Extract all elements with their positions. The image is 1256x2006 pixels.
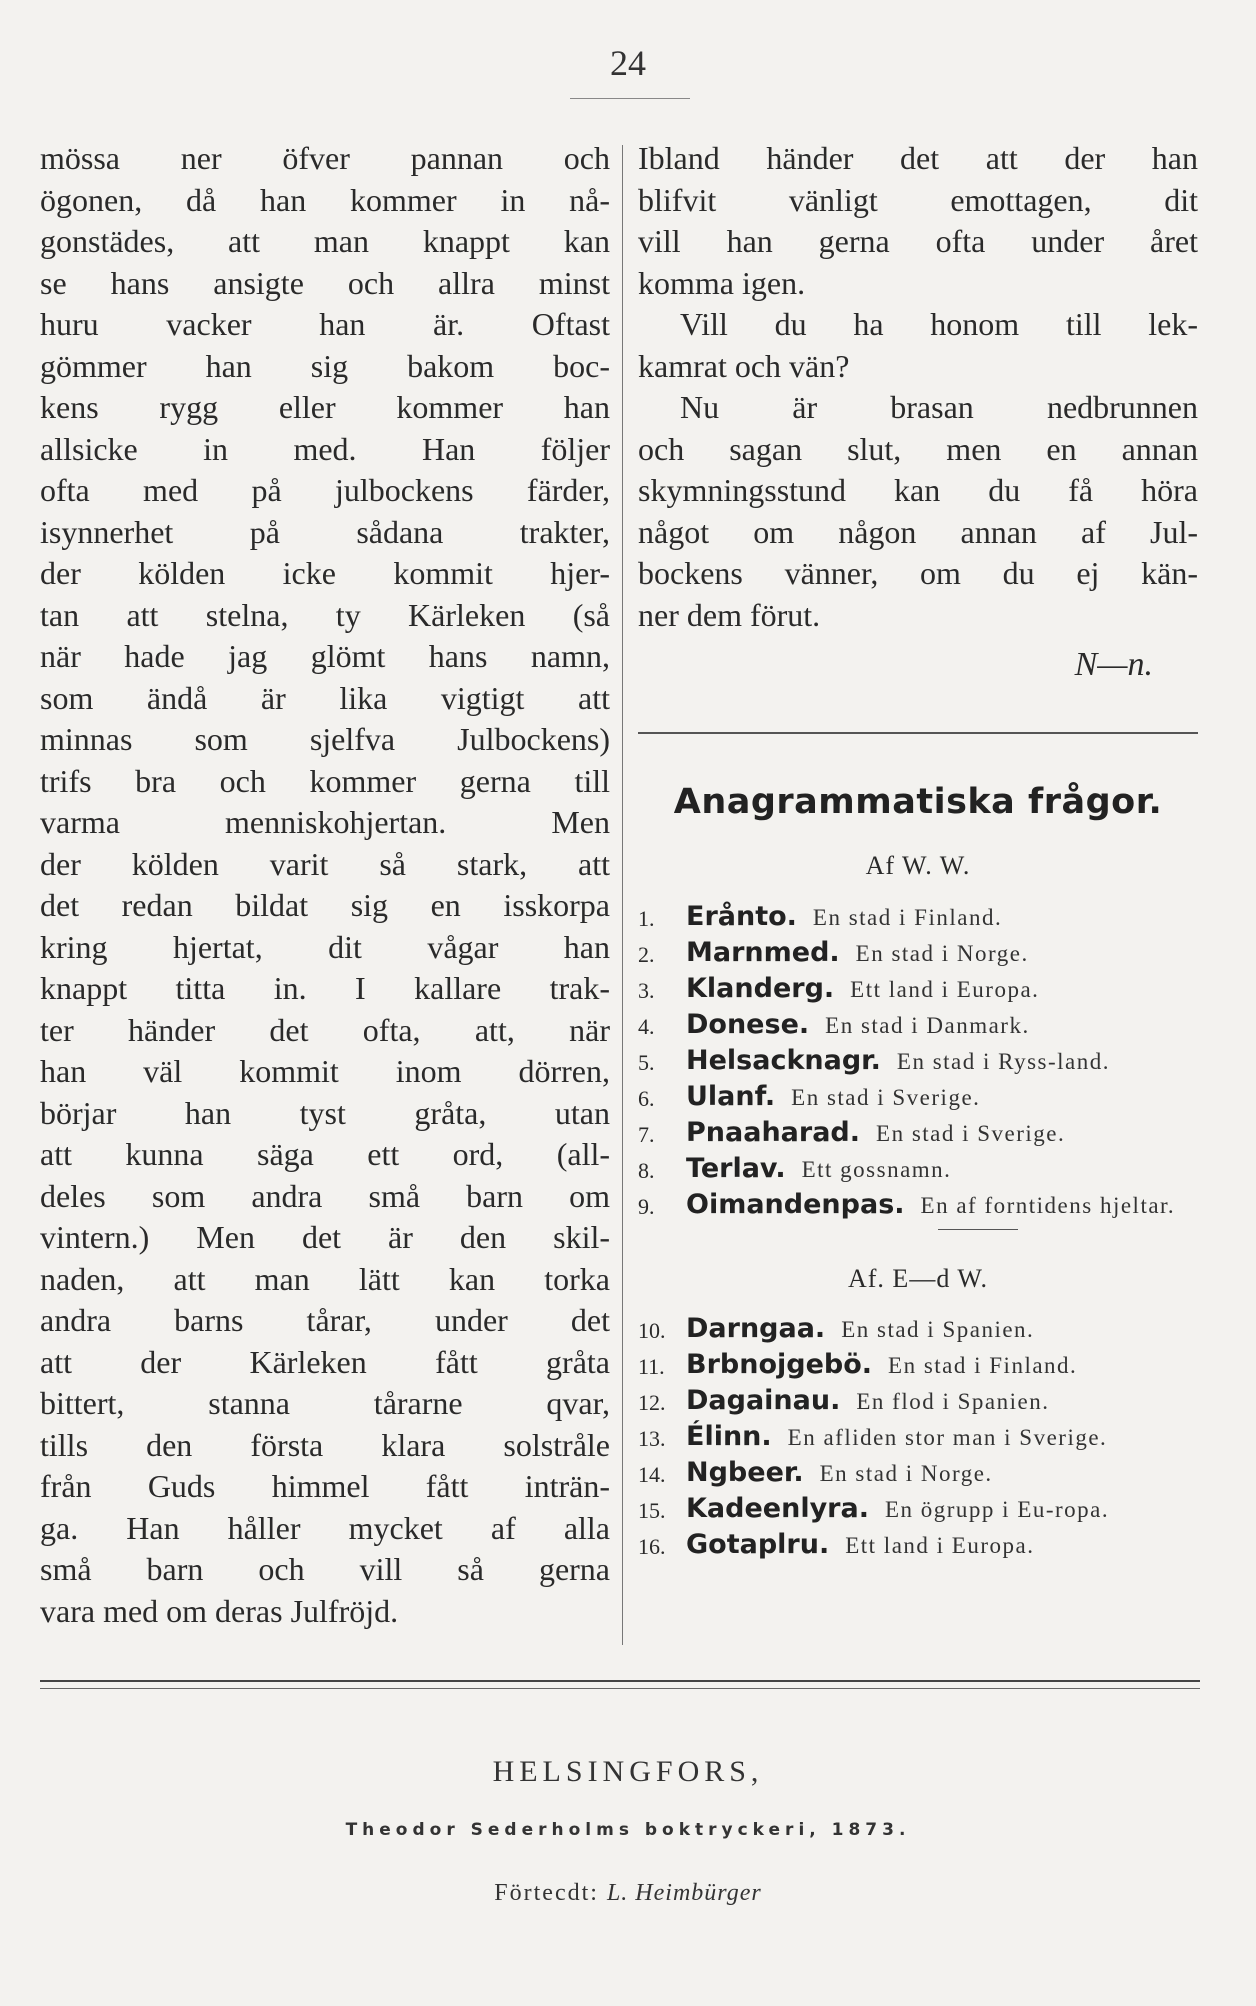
anagram-body <box>686 1529 1198 1563</box>
column-divider <box>622 145 623 1645</box>
anagram-body <box>686 1349 1198 1383</box>
text-line: Nu är brasan nedbrunnen <box>680 389 1198 425</box>
page-number-rule <box>570 98 690 99</box>
text-line: se hans ansigte och allra minst <box>40 264 610 301</box>
text-line: mössa ner öfver pannan och <box>40 140 610 176</box>
anagram-term: Ngbeer. <box>686 1457 804 1488</box>
anagram-term: Pnaaharad. <box>686 1116 861 1148</box>
text-line: varma menniskohjertan. Men <box>40 804 610 840</box>
anagram-body <box>686 1117 1198 1151</box>
anagram-body <box>686 901 1198 935</box>
anagram-body <box>686 1153 1198 1187</box>
text-line: skymningsstund kan du få höra <box>638 472 1198 508</box>
anagram-body <box>686 1045 1198 1079</box>
anagram-clue: En stad i Finland. <box>812 904 1003 930</box>
group-rule <box>938 1229 1018 1230</box>
anagram-number: 15. <box>638 1498 666 1523</box>
text-line: Ibland händer det att der han <box>638 140 1198 176</box>
text-line: der kölden icke kommit hjer- <box>40 555 610 591</box>
text-line: minnas som sjelfva Julbockens) <box>40 721 610 757</box>
anagram-item <box>638 1349 1198 1383</box>
anagram-clue: En stad i Danmark. <box>825 1012 1030 1038</box>
anagram-item <box>638 1117 1198 1151</box>
text-line: vintern.) Men det är den skil- <box>40 1219 610 1255</box>
text-line: det redan bildat sig en isskorpa <box>40 887 610 923</box>
anagram-number: 13. <box>638 1426 666 1451</box>
text-line: trifs bra och kommer gerna till <box>40 762 610 799</box>
text-line: något om någon annan af Jul- <box>638 513 1198 550</box>
text-line: små barn och vill så gerna <box>40 1551 610 1587</box>
anagram-clue: En af forntidens hjeltar. <box>920 1192 1176 1218</box>
anagram-list-1 <box>638 901 1198 1223</box>
signature: N—n. <box>1074 646 1153 683</box>
anagram-item <box>638 1493 1198 1527</box>
anagram-term: Darngaa. <box>686 1313 826 1344</box>
text-line: komma igen. <box>638 264 806 301</box>
anagram-body <box>686 1421 1198 1455</box>
anagram-body <box>686 1385 1198 1419</box>
text-line: kens rygg eller kommer han <box>40 389 610 425</box>
anagram-clue: En stad i Spanien. <box>841 1317 1035 1342</box>
text-line: ter händer det ofta, att, när <box>40 1011 610 1048</box>
seller-name: L. Heimbürger <box>606 1880 762 1906</box>
anagram-term: Erånto. <box>686 900 797 932</box>
anagram-list-2 <box>638 1313 1198 1563</box>
anagram-number: 8. <box>638 1157 655 1183</box>
anagram-item <box>638 1081 1198 1115</box>
left-column <box>40 138 610 1632</box>
anagram-number: 2. <box>638 941 655 967</box>
anagram-clue: En stad i Sverige. <box>876 1120 1066 1146</box>
anagram-term: Marnmed. <box>686 936 840 968</box>
text-line: börjar han tyst gråta, utan <box>40 1094 610 1131</box>
anagram-item <box>638 1421 1198 1455</box>
text-line: när hade jag glömt hans namn, <box>40 638 610 674</box>
anagram-body <box>686 973 1198 1007</box>
anagram-number: 9. <box>638 1193 655 1219</box>
anagram-body <box>686 937 1198 971</box>
text-line: att der Kärleken fått gråta <box>40 1343 610 1380</box>
text-line: och sagan slut, men en annan <box>638 430 1198 467</box>
anagram-number: 6. <box>638 1085 655 1111</box>
text-line: att kunna säga ett ord, (all- <box>40 1136 610 1172</box>
anagram-clue: En stad i Ryss-land. <box>896 1048 1110 1074</box>
anagram-term: Ulanf. <box>686 1080 776 1112</box>
anagram-item <box>638 1313 1198 1347</box>
anagram-clue: En flod i Spanien. <box>856 1389 1050 1414</box>
text-line: naden, att man lätt kan torka <box>40 1260 610 1297</box>
text-line: Vill du ha honom till lek- <box>680 306 1198 342</box>
anagram-item <box>638 1009 1198 1043</box>
text-line: ga. Han håller mycket af alla <box>40 1509 610 1546</box>
anagram-clue: Ett land i Europa. <box>850 976 1040 1002</box>
anagram-item <box>638 1385 1198 1419</box>
text-line: kring hjertat, dit vågar han <box>40 928 610 965</box>
text-line: blifvit vänligt emottagen, dit <box>638 181 1198 218</box>
anagram-body <box>686 1189 1198 1223</box>
anagram-clue: En afliden stor man i Sverige. <box>787 1425 1108 1450</box>
imprint-printer: Theodor Sederholms boktryckeri, 1873. <box>345 1820 911 1840</box>
anagram-term: Gotaplru. <box>686 1529 830 1560</box>
anagram-number: 16. <box>638 1534 666 1559</box>
section-rule <box>638 732 1198 734</box>
anagram-body <box>686 1009 1198 1043</box>
text-line: tan att stelna, ty Kärleken (så <box>40 596 610 633</box>
text-line: tills den första klara solstråle <box>40 1426 610 1463</box>
anagram-term: Klanderg. <box>686 972 835 1004</box>
anagram-item <box>638 1529 1198 1563</box>
anagram-term: Brbnojgebö. <box>686 1349 873 1380</box>
anagram-clue: En ögrupp i Eu-ropa. <box>884 1497 1110 1522</box>
anagram-body <box>686 1081 1198 1115</box>
group2-byline: Af. E—d W. <box>848 1263 988 1293</box>
seller-label: Förtecdt: <box>494 1880 599 1906</box>
anagram-clue: En stad i Norge. <box>819 1461 993 1486</box>
anagram-clue: Ett land i Europa. <box>845 1533 1035 1558</box>
text-line: bockens vänner, om du ej kän- <box>638 555 1198 591</box>
text-line: deles som andra små barn om <box>40 1177 610 1214</box>
right-column <box>638 138 1198 1565</box>
anagram-term: Dagainau. <box>686 1385 841 1416</box>
paragraph-3 <box>638 387 1198 636</box>
anagram-number: 4. <box>638 1013 655 1039</box>
anagram-item <box>638 973 1198 1007</box>
paragraph-2 <box>638 304 1198 387</box>
imprint-seller <box>0 1880 1256 1907</box>
anagram-clue: Ett gossnamn. <box>801 1156 952 1182</box>
text-line: isynnerhet på sådana trakter, <box>40 513 610 550</box>
anagram-term: Élinn. <box>686 1421 772 1452</box>
text-line: der kölden varit så stark, att <box>40 845 610 882</box>
anagram-clue: En stad i Sverige. <box>791 1084 981 1110</box>
anagram-number: 12. <box>638 1390 666 1415</box>
anagram-number: 5. <box>638 1049 655 1075</box>
text-line: vill han gerna ofta under året <box>638 223 1198 259</box>
anagram-number: 10. <box>638 1318 666 1343</box>
text-line: ner dem förut. <box>638 596 821 633</box>
text-line: huru vacker han är. Oftast <box>40 306 610 342</box>
text-line: ögonen, då han kommer in nå- <box>40 181 610 218</box>
text-line: kamrat och vän? <box>638 347 850 384</box>
anagram-number: 3. <box>638 977 655 1003</box>
anagram-item <box>638 1153 1198 1187</box>
anagram-term: Donese. <box>686 1008 810 1040</box>
anagram-number: 1. <box>638 905 655 931</box>
anagram-body <box>686 1457 1198 1491</box>
anagram-item <box>638 901 1198 935</box>
bottom-rule <box>40 1680 1200 1682</box>
text-line: från Guds himmel fått inträn- <box>40 1468 610 1504</box>
anagram-number: 7. <box>638 1121 655 1147</box>
anagram-term: Helsacknagr. <box>686 1044 881 1076</box>
bottom-rule-thin <box>40 1688 1200 1689</box>
anagram-item <box>638 937 1198 971</box>
text-line: knappt titta in. I kallare trak- <box>40 970 610 1006</box>
text-line: andra barns tårar, under det <box>40 1302 610 1338</box>
anagram-body <box>686 1313 1198 1347</box>
anagram-number: 14. <box>638 1462 666 1487</box>
anagram-term: Oimandenpas. <box>686 1188 905 1220</box>
group1-byline: Af W. W. <box>865 851 971 880</box>
anagram-term: Kadeenlyra. <box>686 1493 869 1524</box>
anagram-clue: En stad i Finland. <box>888 1353 1078 1378</box>
text-line: han väl kommit inom dörren, <box>40 1053 610 1089</box>
text-line: bittert, stanna tårarne qvar, <box>40 1385 610 1421</box>
anagram-item <box>638 1045 1198 1079</box>
text-line: ofta med på julbockens färder, <box>40 472 610 508</box>
anagram-item <box>638 1457 1198 1491</box>
text-line: gömmer han sig bakom boc- <box>40 347 610 384</box>
anagram-section-title: Anagrammatiska frågor. <box>673 781 1163 822</box>
text-line: allsicke in med. Han följer <box>40 430 610 467</box>
anagram-body <box>686 1493 1198 1527</box>
text-line: vara med om deras Julfröjd. <box>40 1592 399 1629</box>
anagram-number: 11. <box>638 1354 665 1379</box>
anagram-term: Terlav. <box>686 1152 786 1184</box>
anagram-clue: En stad i Norge. <box>855 940 1029 966</box>
paragraph-1 <box>638 138 1198 304</box>
page-number: 24 <box>610 43 646 83</box>
text-line: gonstädes, att man knappt kan <box>40 223 610 259</box>
anagram-item <box>638 1189 1198 1223</box>
text-line: som ändå är lika vigtigt att <box>40 679 610 716</box>
imprint-city: HELSINGFORS, <box>492 1755 764 1788</box>
